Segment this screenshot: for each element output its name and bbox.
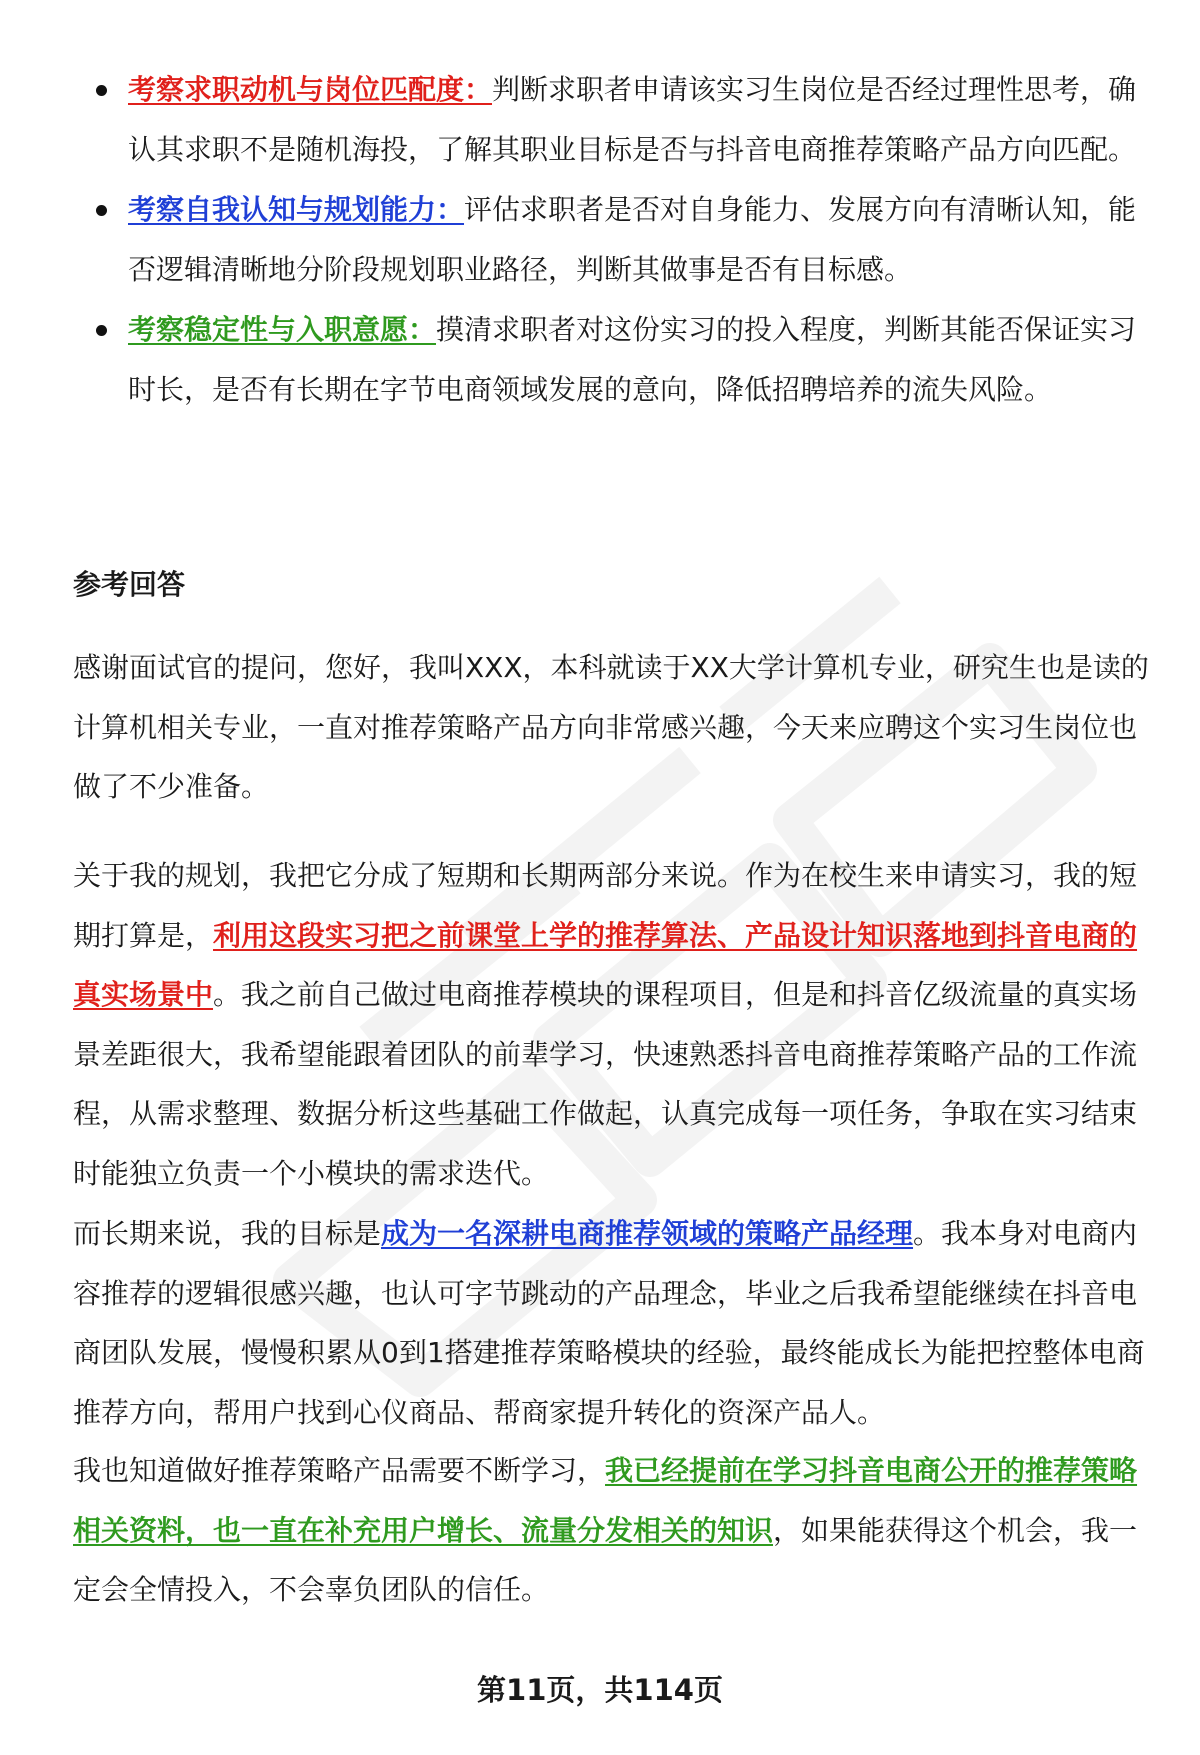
paragraph-text: 我也知道做好推荐策略产品需要不断学习， [73,1454,606,1487]
bullet-dot-icon [96,205,107,216]
criteria-item-motivation [96,60,1156,180]
criteria-lead: 考察自我认知与规划能力： [128,193,465,226]
paragraph-text: ，如果能获得这个机会，我一定会全情投入，不会辜负团队的信任。 [73,1513,1138,1606]
highlight-long-term-goal: 成为一名深耕电商推荐领域的策略产品经理 [381,1217,914,1250]
answer-paragraph-intro: 感谢面试官的提问，您好，我叫XXX，本科就读于XX大学计算机专业，研究生也是读的计算机相关专业，一直对推荐策略产品方向非常感兴趣，今天来应聘这个实习生岗位也做了不少准备。 [73,651,1149,803]
highlight-short-term-goal: 利用这段实习把之前课堂上学的推荐算法、产品设计知识落地到抖音电商的真实场景中 [73,918,1138,1011]
criteria-text: 摸清求职者对这份实习的投入程度，判断其能否保证实习时长，是否有长期在字节电商领域发展的意向，降低招聘培养的流失风险。 [128,313,1137,406]
criteria-list [96,60,1156,420]
criteria-lead: 考察稳定性与入职意愿： [128,313,437,346]
bullet-dot-icon [96,85,107,96]
paragraph-text: 而长期来说，我的目标是 [73,1217,382,1250]
highlight-learning: 我已经提前在学习抖音电商公开的推荐策略相关资料，也一直在补充用户增长、流量分发相关的知识 [73,1454,1138,1547]
criteria-item-self-awareness [96,180,1156,300]
answer-paragraph-learning [73,1441,1158,1620]
bullet-dot-icon [96,325,107,336]
answer-paragraph-long-term [73,1204,1158,1442]
criteria-item-stability [96,300,1156,420]
criteria-text: 判断求职者申请该实习生岗位是否经过理性思考，确认其求职不是随机海投，了解其职业目标是否与抖音电商推荐策略产品方向匹配。 [128,73,1137,166]
paragraph-text: 。我本身对电商内容推荐的逻辑很感兴趣，也认可字节跳动的产品理念，毕业之后我希望能继续在抖音电商团队发展，慢慢积累从0到1搭建推荐策略模块的经验，最终能成长为能把控整体电商推荐方向，帮用户找到心仪商品、帮商家提升转化的资深产品人。 [73,1217,1145,1429]
answer-paragraph-short-term [73,846,1158,1203]
paragraph-text: 。我之前自己做过电商推荐模块的课程项目，但是和抖音亿级流量的真实场景差距很大，我希望能跟着团队的前辈学习，快速熟悉抖音电商推荐策略产品的工作流程，从需求整理、数据分析这些基础工作做起，认真完成每一项任务，争取在实习结束时能独立负责一个小模块的需求迭代。 [73,978,1138,1190]
page-number: 第11页，共114页 [477,1673,723,1707]
paragraph-text: 关于我的规划，我把它分成了短期和长期两部分来说。作为在校生来申请实习，我的短期打算是， [73,859,1138,952]
criteria-lead: 考察求职动机与岗位匹配度： [128,73,493,106]
criteria-text: 评估求职者是否对自身能力、发展方向有清晰认知，能否逻辑清晰地分阶段规划职业路径，判断其做事是否有目标感。 [128,193,1137,286]
section-heading: 参考回答 [73,568,186,601]
